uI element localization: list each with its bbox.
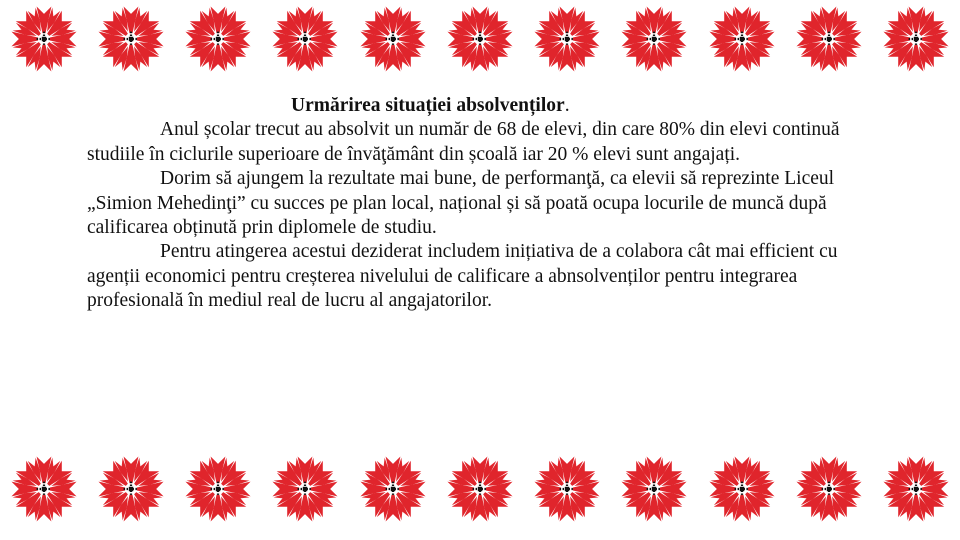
- red-star-embroidery-icon: [356, 452, 430, 526]
- slide-title-line: [87, 94, 877, 118]
- red-star-embroidery-icon: [356, 2, 430, 76]
- slide-title: Urmărirea situației absolvenților: [291, 95, 565, 116]
- red-star-embroidery-icon: [7, 2, 81, 76]
- top-embroidery-border: [0, 0, 960, 78]
- slide-text-block: [87, 94, 877, 314]
- bottom-embroidery-border: [0, 450, 960, 528]
- paragraph-graduates: Anul școlar trecut au absolvit un număr de 68 de elevi, din care 80% din elevi continuă studiile în ciclurile superioare de învăţământ din școală iar 20 % elevi sunt angajați.: [87, 119, 840, 165]
- red-star-embroidery-icon: [443, 2, 517, 76]
- paragraph-collaboration: Pentru atingerea acestui deziderat includem inițiativa de a colabora cât mai efficient cu agenții economici pentru creșterea nivelului de calificare a abnsolvenților pentru integrarea profesională în mediul real de lucru al angajatorilor.: [87, 241, 838, 312]
- red-star-embroidery-icon: [443, 452, 517, 526]
- red-star-embroidery-icon: [879, 2, 953, 76]
- red-star-embroidery-icon: [181, 2, 255, 76]
- red-star-embroidery-icon: [7, 452, 81, 526]
- red-star-embroidery-icon: [268, 452, 342, 526]
- red-star-embroidery-icon: [268, 2, 342, 76]
- red-star-embroidery-icon: [792, 452, 866, 526]
- red-star-embroidery-icon: [530, 452, 604, 526]
- slide-title-suffix: .: [564, 95, 570, 116]
- red-star-embroidery-icon: [94, 452, 168, 526]
- red-star-embroidery-icon: [617, 2, 691, 76]
- red-star-embroidery-icon: [181, 452, 255, 526]
- red-star-embroidery-icon: [94, 2, 168, 76]
- paragraph-performance: Dorim să ajungem la rezultate mai bune, de performanţă, ca elevii să reprezinte Liceul „Simion Mehedinţi” cu succes pe plan local, național și să poată ocupa locurile de muncă după calificarea obținută prin diplomele de studiu.: [87, 168, 835, 239]
- red-star-embroidery-icon: [617, 452, 691, 526]
- red-star-embroidery-icon: [792, 2, 866, 76]
- red-star-embroidery-icon: [879, 452, 953, 526]
- red-star-embroidery-icon: [530, 2, 604, 76]
- red-star-embroidery-icon: [705, 452, 779, 526]
- red-star-embroidery-icon: [705, 2, 779, 76]
